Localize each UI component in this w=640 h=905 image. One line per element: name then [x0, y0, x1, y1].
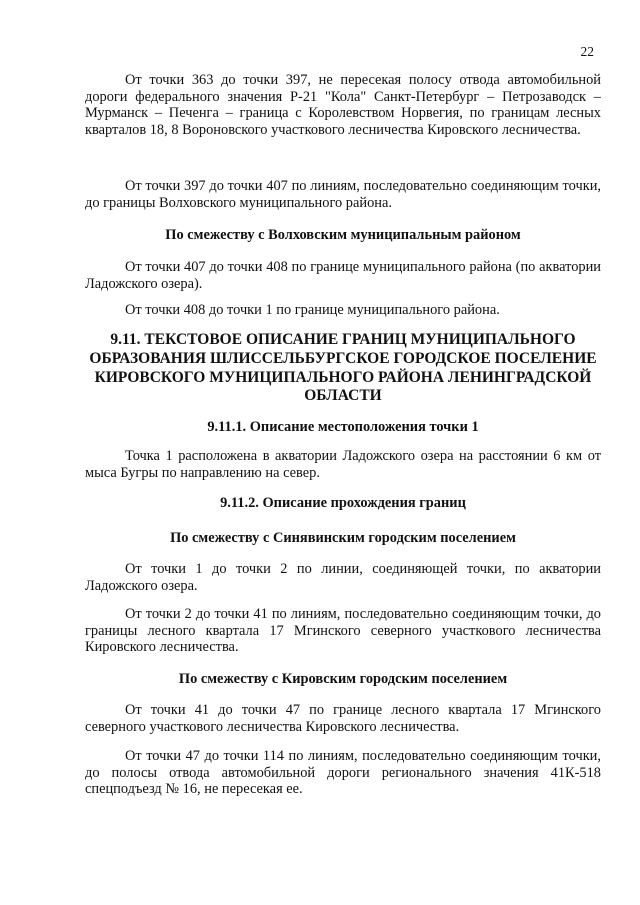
heading-9-11-2: 9.11.2. Описание прохождения границ [220, 495, 466, 511]
paragraph-point-1-location: Точка 1 расположена в акватории Ладожского озера на расстоянии 6 км от мыса Бугры по направлению на север. [85, 448, 601, 481]
paragraph-segment-41-47: От точки 41 до точки 47 по границе лесного квартала 17 Мгинского северного участкового лесничества Кировского лесничества. [85, 702, 601, 735]
paragraph-segment-1-2: От точки 1 до точки 2 по линии, соединяющей точки, по акватории Ладожского озера. [85, 561, 601, 594]
paragraph-segment-363-397: От точки 363 до точки 397, не пересекая полосу отвода автомобильной дороги федерального значения Р-21 "Кола" Санкт-Петербург – Петрозаводск – Мурманск – Печенга – граница с Королевством Норвегия, по границам лесных кварталов 18, 8 Вороновского участкового лесничества Кировского лесничества. [85, 72, 601, 138]
heading-9-11-1: 9.11.1. Описание местоположения точки 1 [207, 419, 479, 435]
heading-kirovsk-settlement: По смежеству с Кировским городским поселением [178, 671, 508, 687]
heading-sinyavino-settlement: По смежеству с Синявинским городским поселением [170, 530, 516, 546]
section-title-9-11: 9.11. ТЕКСТОВОЕ ОПИСАНИЕ ГРАНИЦ МУНИЦИПАЛЬНОГО ОБРАЗОВАНИЯ ШЛИССЕЛЬБУРГСКОЕ ГОРОДСКОЕ ПОСЕЛЕНИЕ КИРОВСКОГО МУНИЦИПАЛЬНОГО РАЙОНА ЛЕНИНГРАДСКОЙ ОБЛАСТИ [89, 331, 597, 405]
paragraph-segment-47-114: От точки 47 до точки 114 по линиям, последовательно соединяющим точки, до полосы отвода автомобильной дороги регионального значения 41К-518 спецподъезд № 16, не пересекая ее. [85, 748, 601, 797]
paragraph-segment-407-408: От точки 407 до точки 408 по границе муниципального района (по акватории Ладожского озера). [85, 259, 601, 292]
paragraph-segment-2-41: От точки 2 до точки 41 по линиям, последовательно соединяющим точки, до границы лесного квартала 17 Мгинского северного участкового лесничества Кировского лесничества. [85, 606, 601, 655]
paragraph-segment-397-407: От точки 397 до точки 407 по линиям, последовательно соединяющим точки, до границы Волховского муниципального района. [85, 178, 601, 211]
heading-volkhov-district: По смежеству с Волховским муниципальным районом [165, 227, 521, 243]
page-number: 22 [580, 44, 594, 59]
paragraph-segment-408-1: От точки 408 до точки 1 по границе муниципального района. [125, 302, 500, 318]
